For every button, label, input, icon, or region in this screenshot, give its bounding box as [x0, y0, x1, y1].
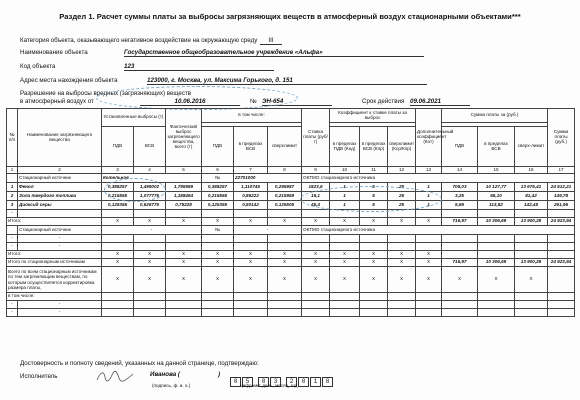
payment-table — [6, 108, 575, 317]
cell: 13 676,41 — [515, 183, 548, 192]
cell: X — [234, 259, 268, 267]
date-digit: 5 — [242, 377, 253, 387]
source2-code-label: № — [202, 226, 234, 235]
cell: 1,795989 — [166, 183, 202, 192]
cell: X — [388, 218, 416, 226]
cell: X — [102, 267, 134, 293]
table-row — [7, 201, 575, 210]
date-digit: 0 — [230, 377, 241, 387]
cell: X — [202, 259, 234, 267]
hdr-inc-over: сверхлимит — [268, 127, 302, 167]
hdr-s-over: сверх-лимит — [515, 127, 548, 167]
cell: 3 — [7, 201, 18, 210]
cell: 142,45 — [515, 201, 548, 210]
permit-number: ЭН-654 — [262, 98, 332, 106]
cell: 5 — [360, 183, 388, 192]
cell: 81,42 — [515, 192, 548, 201]
cell: X — [360, 267, 388, 293]
cell: 3,25 — [442, 192, 478, 201]
cell: 15,1 — [302, 192, 330, 201]
total-label: Итого по стационарным источникам — [7, 259, 102, 267]
cell: X — [416, 259, 442, 267]
colnum: 9 — [302, 167, 330, 174]
cell: X — [268, 251, 302, 259]
page-title: Раздел 1. Расчет суммы платы за выбросы загрязняющих веществ в атмосферный воздух стационарными объектами*** — [59, 12, 521, 21]
cell: X — [302, 218, 330, 226]
permit-number-prefix: № — [250, 98, 257, 105]
category-value: III — [260, 37, 282, 45]
cell: 708,03 — [442, 183, 478, 192]
hdr-k-over: сверхлимит (Кср/Кпр) — [388, 127, 416, 167]
colnum: 1 — [7, 167, 18, 174]
itogo-label: Итого: — [7, 218, 102, 226]
cell: 1,077775 — [134, 192, 166, 201]
cell: X — [268, 267, 302, 293]
signature-image — [95, 369, 135, 383]
date-digit: 0 — [258, 377, 269, 387]
source2-label: Стационарный источник — [18, 226, 102, 235]
hdr-k-vsv: в пределах ВСВ (Кпр) — [360, 127, 388, 167]
cell: - — [7, 210, 18, 218]
source-code: 22701000 — [234, 174, 302, 183]
cell: X — [268, 259, 302, 267]
colnum: 13 — [416, 167, 442, 174]
cell: 25 — [388, 183, 416, 192]
cell: 5 — [360, 201, 388, 210]
cell: 10 127,77 — [478, 183, 515, 192]
cell: X — [134, 259, 166, 267]
hdr-k-pdv: в пределах ПДВ (Кнд) — [330, 127, 360, 167]
cell: - — [18, 235, 102, 243]
source-label: Стационарный источник — [18, 174, 102, 183]
colnum: 3 — [102, 167, 134, 174]
cell: 5 — [360, 192, 388, 201]
cell: X — [166, 259, 202, 267]
cell: X — [134, 267, 166, 293]
itogo-row-2 — [7, 251, 575, 259]
cell: 10 306,69 — [478, 218, 515, 226]
colnum: 12 — [388, 167, 416, 174]
hdr-vsv: ВСВ — [134, 127, 166, 167]
cell: 65,10 — [478, 192, 515, 201]
cell: X — [416, 267, 442, 293]
blank-row — [7, 235, 575, 243]
confirm-text: Достоверность и полноту сведений, указанных на данной странице, подтверждаю: — [20, 360, 259, 367]
cell: 0,388257 — [102, 183, 134, 192]
code-label: Код объекта — [20, 63, 56, 70]
colnum: 16 — [515, 167, 548, 174]
cell: X — [330, 251, 360, 259]
code-value: 123 — [124, 63, 274, 71]
cell: X — [302, 267, 330, 293]
cell: X — [134, 218, 166, 226]
cell: 24 512,21 — [548, 183, 575, 192]
hdr-sum: Сумма платы за (руб.) — [442, 109, 548, 123]
caption-signature: (подпись, ф. и. о.) — [152, 383, 191, 388]
cell: 0,626775 — [134, 201, 166, 210]
source-code-label: № — [202, 174, 234, 183]
table-row — [7, 183, 575, 192]
cell: 13 900,28 — [515, 218, 548, 226]
hdr-npp: № п/п — [7, 109, 18, 167]
category-label: Категория объекта, оказывающего негативное воздействие на окружающую среду — [20, 37, 258, 44]
cell: X — [302, 251, 330, 259]
address-value: 123000, г. Москва, ул. Максима Горького, д. 151 — [147, 77, 427, 85]
permit-label-1: Разрешение на выбросы вредных (загрязняющих) веществ — [20, 90, 192, 97]
source2-code: - — [234, 226, 302, 235]
cell: X — [166, 267, 202, 293]
cell: X — [416, 251, 442, 259]
cell: X — [202, 267, 234, 293]
cell: 0,125355 — [102, 201, 134, 210]
permit-date: 10.06.2016 — [140, 98, 240, 106]
colnum: 14 — [442, 167, 478, 174]
cell: X — [330, 267, 360, 293]
hdr-pdv: ПДВ — [102, 127, 134, 167]
cell: Диоксид серы — [18, 201, 102, 210]
cell: 1 — [7, 183, 18, 192]
adjust-row — [7, 267, 575, 293]
colnum: 11 — [360, 167, 388, 174]
table-row — [7, 192, 575, 201]
blank-row — [7, 309, 575, 317]
cell: - — [7, 235, 18, 243]
cell: 0,50142 — [234, 201, 268, 210]
source2-value: - — [102, 226, 202, 235]
executor-close: ) — [218, 371, 221, 378]
cell: X — [202, 251, 234, 259]
cell: 0,215555 — [202, 192, 234, 201]
highlight-oval-left — [104, 178, 166, 202]
source-oktmo: ОКТМО стационарного источника — [302, 174, 575, 183]
cell: 1,110745 — [234, 183, 268, 192]
hdr-including: в том числе: — [202, 109, 302, 123]
date-digit: 0 — [298, 377, 309, 387]
colnum: 17 — [548, 167, 575, 174]
blank-row — [7, 210, 575, 218]
cell: X — [478, 267, 515, 293]
cell: 1823,6 — [302, 183, 330, 192]
cell: 24 923,94 — [548, 259, 575, 267]
cell: X — [166, 218, 202, 226]
cell: 1 — [330, 201, 360, 210]
hdr-coef: Коэффициент к ставке платы за выброс — [330, 109, 416, 123]
cell: X — [442, 267, 478, 293]
cell: 25 — [388, 192, 416, 201]
source-row-2 — [7, 226, 575, 235]
cell: X — [515, 267, 548, 293]
hdr-s-pdv: ПДВ — [442, 127, 478, 167]
cell: - — [18, 301, 102, 309]
cell: 0,388257 — [202, 183, 234, 192]
date-digit: 1 — [310, 377, 321, 387]
cell: 13 900,28 — [515, 259, 548, 267]
source-row — [7, 174, 575, 183]
colnum: 5 — [166, 167, 202, 174]
cell: 0,296987 — [268, 183, 302, 192]
cell: Фенол — [18, 183, 102, 192]
colnum: 15 — [478, 167, 515, 174]
cell: 149,78 — [548, 192, 575, 201]
cell: X — [360, 251, 388, 259]
total-row — [7, 259, 575, 267]
colnum: 6 — [202, 167, 234, 174]
cell: - — [7, 309, 18, 317]
executor-label: Исполнитель — [20, 373, 58, 380]
cell: 1 — [416, 192, 442, 201]
cell: X — [134, 251, 166, 259]
cell: 0,125505 — [268, 201, 302, 210]
itogo-row — [7, 218, 575, 226]
cell: 45,4 — [302, 201, 330, 210]
cell: 0,125355 — [202, 201, 234, 210]
colnum-row — [7, 167, 575, 174]
cell: - — [7, 243, 18, 251]
highlight-oval — [96, 86, 298, 110]
hdr-inc-pdv: ПДВ — [202, 127, 234, 167]
cell: X — [360, 259, 388, 267]
cell: 0,215555 — [102, 192, 134, 201]
date-digit: 2 — [286, 377, 297, 387]
cell: X — [416, 218, 442, 226]
cell: X — [302, 259, 330, 267]
cell: 716,97 — [442, 259, 478, 267]
cell: X — [166, 251, 202, 259]
caption-date: цифрами: день, месяц, год — [240, 383, 298, 388]
colnum: 8 — [268, 167, 302, 174]
cell: 716,97 — [442, 218, 478, 226]
colnum: 10 — [330, 167, 360, 174]
cell: X — [388, 251, 416, 259]
colnum: 2 — [18, 167, 102, 174]
cell: - — [18, 309, 102, 317]
date-digit: 3 — [270, 377, 281, 387]
hdr-sum-total: Сумма платы (руб.) — [548, 109, 575, 167]
address-label: Адрес места нахождения объекта — [20, 77, 118, 84]
cell: X — [388, 259, 416, 267]
highlight-oval-right — [300, 186, 442, 212]
hdr-actual: Фактический выброс загрязняющего вещества, всего (т) — [166, 109, 202, 167]
cell: 0,215959 — [268, 192, 302, 201]
cell: X — [360, 218, 388, 226]
cell: Зола твердого топлива — [18, 192, 102, 201]
cell: 24 923,94 — [548, 218, 575, 226]
cell: 10 306,69 — [478, 259, 515, 267]
cell: X — [202, 218, 234, 226]
cell: 0,86222 — [234, 192, 268, 201]
cell: 1 — [330, 183, 360, 192]
cell: 1 — [330, 192, 360, 201]
cell: 2 — [7, 192, 18, 201]
cell: - — [18, 243, 102, 251]
cell: X — [330, 259, 360, 267]
validity-label: Срок действия — [362, 98, 405, 105]
cell: X — [268, 218, 302, 226]
source-value: Котельная — [102, 174, 202, 183]
name-value: Государственное общеобразовательное учреждение «Альфа» — [124, 49, 424, 57]
cell: X — [330, 218, 360, 226]
blank-row — [7, 243, 575, 251]
cell: X — [102, 218, 134, 226]
cell: 0,75228 — [166, 201, 202, 210]
colnum: 7 — [234, 167, 268, 174]
incl-label: в том числе: — [7, 293, 102, 301]
cell: 1 — [416, 183, 442, 192]
hdr-substance: Наименование загрязняющего вещества — [18, 109, 102, 167]
cell: 5,69 — [442, 201, 478, 210]
permit-label-2: в атмосферный воздух от — [20, 98, 94, 105]
hdr-coef-add: Дополнительный коэффициент (Кот) — [416, 109, 442, 167]
cell: X — [388, 267, 416, 293]
incl-row — [7, 293, 575, 301]
validity-date: 09.06.2021 — [410, 98, 470, 106]
cell: X — [234, 267, 268, 293]
executor-name: Иванова ( — [150, 371, 180, 378]
cell: X — [102, 259, 134, 267]
cell: 25 — [388, 201, 416, 210]
cell: 1 — [416, 201, 442, 210]
hdr-s-vsv: в пределах ВСВ — [478, 127, 515, 167]
itogo2-label: Итого: — [7, 251, 102, 259]
cell: 261,96 — [548, 201, 575, 210]
hdr-established: Установленные выбросы (т) — [102, 109, 166, 127]
cell: 1,188464 — [166, 192, 202, 201]
date-digit: 8 — [322, 377, 333, 387]
hdr-rate: Ставка платы (руб/т) — [302, 109, 330, 167]
cell: X — [234, 218, 268, 226]
name-label: Наименование объекта — [20, 49, 88, 56]
colnum: 4 — [134, 167, 166, 174]
cell: X — [234, 251, 268, 259]
adjust-label: Всего по всем стационарным источникам по тем загрязняющим веществам, по которым осуществляется корректировка размера платы, — [7, 267, 102, 293]
cell: 113,82 — [478, 201, 515, 210]
cell: - — [7, 301, 18, 309]
hdr-inc-vsv: в пределах ВСВ — [234, 127, 268, 167]
source2-oktmo: ОКТМО стационарного источника — [302, 226, 575, 235]
blank-row — [7, 301, 575, 309]
cell: 1,499002 — [134, 183, 166, 192]
cell: X — [102, 251, 134, 259]
